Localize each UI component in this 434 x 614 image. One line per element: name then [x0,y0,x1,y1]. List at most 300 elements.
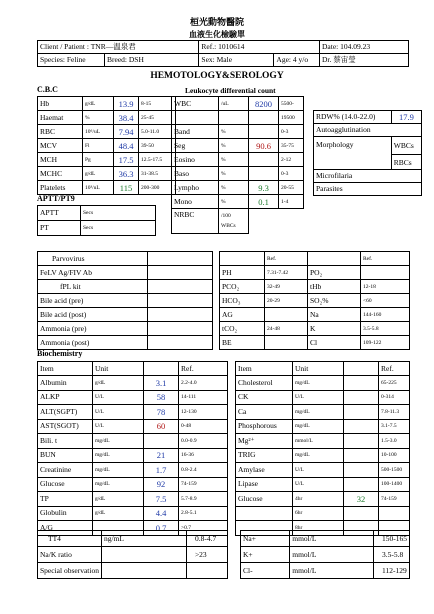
cbc-range: 31-38.5 [139,167,176,181]
cbc-label: C.B.C [37,85,58,94]
hormone-table [37,530,228,579]
gas-name: tHb [308,280,361,294]
gas-ref: 7.31-7.42 [265,266,308,280]
autoagglutination: Autoagglutination [314,124,422,137]
biochem-name: Amylase [236,463,293,478]
biochem-ref [379,506,410,521]
diff-unit: % [219,125,249,139]
biochem-value [344,448,379,463]
table-row [220,294,410,308]
cbc-unit: Fl [83,139,114,153]
gas-ref: 24-48 [265,322,308,336]
biochem-name: Cholesterol [236,376,293,391]
cbc-name: Haemat [38,111,83,125]
table-row [236,448,410,463]
table-row [172,125,304,139]
table-row [220,322,410,336]
gas-name: tCO₂ [220,322,265,336]
gas-ref [265,308,308,322]
biochem-unit: mmol/L [293,434,344,449]
biochem-unit: mg/dL [293,419,344,434]
table-row [220,308,410,322]
bottom-ref: >23 [186,547,227,563]
biochem-unit: 8hr [293,521,344,536]
bottom-ref: 150-165 [374,531,410,547]
gas-ref [265,336,308,350]
hospital-name: 桓光動物醫院 [189,17,244,27]
table-row [172,111,304,125]
bottom-unit [101,563,186,579]
report-title: 血液生化檢驗單 [189,30,245,39]
diff-value [249,153,279,167]
biochem-name: A/G [38,521,93,536]
serology-result [148,308,213,322]
gas-ref [361,266,410,280]
diff-range: 1-4 [279,195,304,209]
biochem-value: 58 [144,390,179,405]
nrbc-unit-1: /100 [221,213,231,219]
table-row [38,139,176,153]
table-row [38,322,213,336]
breed: Breed: DSH [105,54,199,67]
gas-ref: 144-160 [361,308,410,322]
serology-item: FeLV Ag/FIV Ab [38,266,148,280]
cbc-range: 200-300 [139,181,176,195]
wbc-range2: 19500 [279,111,304,125]
aptt-unit: Secs [81,206,156,221]
diff-name: Baso [172,167,219,181]
table-row [38,111,176,125]
bottom-unit: mmol/L [290,531,374,547]
doctor: Dr. 蔡宙瑩 [320,54,409,67]
wbc-value: 8200 [249,97,279,111]
microfilaria: Microfilaria [314,170,422,183]
gas-ref: 20-29 [265,294,308,308]
morphology-label: Morphology [314,137,392,170]
table-row [38,463,228,478]
wbc-blank [219,111,249,125]
table-row [236,376,410,391]
bottom-name: Na+ [241,531,290,547]
gas-name: SO₂% [308,294,361,308]
table-row [38,405,228,420]
diff-unit: % [219,195,249,209]
biochem-value [344,477,379,492]
diff-unit: % [219,139,249,153]
biochem-value [344,390,379,405]
table-row [172,195,304,209]
leukocyte-table [171,96,304,234]
biochem-ref: 65-225 [379,376,410,391]
table-row [241,563,410,579]
biochem-unit: mg/dL [93,448,144,463]
biochem-value: 0.7 [144,521,179,536]
table-row [38,362,228,376]
biochem-ref: 14-111 [179,390,228,405]
diff-value: 90.6 [249,139,279,153]
biochem-value: 7.5 [144,492,179,507]
biochem-ref: 0.0-0.9 [179,434,228,449]
biochem-name: Ca [236,405,293,420]
gas-ref: 109-122 [361,336,410,350]
biochem-name: Glucose [236,492,293,507]
pt-unit: Secs [81,221,156,236]
cbc-range: 5.0-11.0 [139,125,176,139]
biochem-ref: 0.8-2.4 [179,463,228,478]
biochem-value: 92 [144,477,179,492]
biochem-ref: 7.8-11.3 [379,405,410,420]
serology-table [37,251,213,350]
biochem-value [344,463,379,478]
biochem-header: Unit [93,362,144,376]
cbc-range: 12.5-17.5 [139,153,176,167]
biochem-unit: mg/dL [293,448,344,463]
serology-item: Parvovirus [38,252,148,266]
table-row [38,167,176,181]
biochem-name: AST(SGOT) [38,419,93,434]
gas-name: BE [220,336,265,350]
cbc-value: 7.94 [114,125,139,139]
nrbc-name: NRBC [172,209,219,234]
biochem-unit: U/L [93,419,144,434]
wbc-blank [172,111,219,125]
table-row [220,252,410,266]
biochem-value: 3.1 [144,376,179,391]
biochem-value: 1.7 [144,463,179,478]
wbc-blank [249,111,279,125]
biochem-name: Phosphorous [236,419,293,434]
biochem-unit: g/dL [93,492,144,507]
biochem-ref: 500-1500 [379,463,410,478]
table-row [172,209,304,234]
table-row [38,153,176,167]
patient-info-table [37,40,409,67]
serology-item: Ammonia (post) [38,336,148,350]
table-row [38,308,213,322]
bottom-ref: 112-129 [374,563,410,579]
diff-name: Eosino [172,153,219,167]
biochem-value: 21 [144,448,179,463]
diff-name: Mono [172,195,219,209]
biochem-unit: U/L [293,463,344,478]
table-row [172,97,304,111]
cbc-name: RBC [38,125,83,139]
biochem-unit: U/L [93,405,144,420]
biochem-ref: 5.7-8.9 [179,492,228,507]
serology-result [148,266,213,280]
biochem-header: Ref. [179,362,228,376]
diff-value [249,125,279,139]
gas-header [308,252,361,266]
table-row [38,376,228,391]
gas-header [220,252,265,266]
biochem-name: TP [38,492,93,507]
diff-name: Band [172,125,219,139]
biochem-value: 78 [144,405,179,420]
cbc-unit: Pg [83,153,114,167]
biochem-unit: g/dL [93,376,144,391]
serology-item: Bile acid (pre) [38,294,148,308]
biochem-ref: 16-36 [179,448,228,463]
cbc-value: 48.4 [114,139,139,153]
table-row [172,139,304,153]
biochem-ref: 74-159 [179,477,228,492]
table-row [38,97,176,111]
diff-value: 9.3 [249,181,279,195]
table-row [38,266,213,280]
serology-item: fPL kit [38,280,148,294]
cbc-unit: 10⁶/uL [83,125,114,139]
parasites: Parasites [314,183,422,196]
biochem-ref: 0-314 [379,390,410,405]
table-row [38,419,228,434]
biochem-name: Bili. t [38,434,93,449]
species: Species: Feline [38,54,105,67]
cbc-name: Hb [38,97,83,111]
biochem-name: TRIG [236,448,293,463]
biochem-unit: U/L [93,390,144,405]
biochem-header [344,362,379,376]
gas-name: PCO₂ [220,280,265,294]
cbc-unit: g/dL [83,97,114,111]
biochemistry-label: Biochemistry [37,349,83,358]
serology-result [148,322,213,336]
biochem-name: Globulin [38,506,93,521]
table-row [172,153,304,167]
biochem-left-table [37,361,228,536]
biochem-ref: 100-1400 [379,477,410,492]
biochem-unit: mg/dL [93,463,144,478]
biochem-ref: 1.5-3.0 [379,434,410,449]
serology-result [148,336,213,350]
table-row [38,181,176,195]
biochem-header: Unit [293,362,344,376]
serology-result [148,252,213,266]
table-row [38,390,228,405]
cbc-name: MCHC [38,167,83,181]
table-row [236,492,410,507]
bottom-unit [101,547,186,563]
biochem-value [344,376,379,391]
section-title: HEMOTOLOGY&SEROLOGY [150,71,284,81]
biochem-name: Mg²⁺ [236,434,293,449]
table-row [38,448,228,463]
gas-name: K [308,322,361,336]
biochem-ref: 2.2-4.0 [179,376,228,391]
bottom-ref: 0.8-4.7 [186,531,227,547]
biochem-ref: 12-130 [179,405,228,420]
biochem-name: Lipase [236,477,293,492]
gas-name: AG [220,308,265,322]
biochem-header: Item [38,362,93,376]
serology-result [148,294,213,308]
biochem-ref: 74-159 [379,492,410,507]
diff-range: 0-3 [279,167,304,181]
biochem-value [344,506,379,521]
biochem-header: Item [236,362,293,376]
gas-name: Cl [308,336,361,350]
table-row [236,419,410,434]
table-row [220,336,410,350]
electrolyte-table [240,530,410,579]
cbc-name: MCH [38,153,83,167]
table-row [38,563,228,579]
biochem-name: BUN [38,448,93,463]
biochem-unit: mg/dL [293,405,344,420]
gas-name: PO₂ [308,266,361,280]
bottom-name: Cl- [241,563,290,579]
cbc-value: 115 [114,181,139,195]
morphology-table [313,110,422,196]
wbc-name: WBC [172,97,219,111]
cbc-name: Platelets [38,181,83,195]
table-row [236,434,410,449]
bottom-name: K+ [241,547,290,563]
bottom-unit: mmol/L [290,563,374,579]
ref-number: Ref.: 1010614 [199,41,320,54]
table-row [241,531,410,547]
age: Age: 4 y/o [274,54,320,67]
gas-ref: 3.5-5.8 [361,322,410,336]
blood-gas-table [219,251,410,350]
diff-value: 0.1 [249,195,279,209]
wbc-range: 5500- [279,97,304,111]
diff-range: 35-75 [279,139,304,153]
aptt-table [37,205,156,236]
biochem-name: Glucose [38,477,93,492]
biochem-ref: 2.8-5.1 [179,506,228,521]
table-row [38,294,213,308]
gas-ref: <60 [361,294,410,308]
wbcs-label: WBCs [391,137,421,155]
cbc-name: MCV [38,139,83,153]
biochem-header: Ref. [379,362,410,376]
biochem-name: Creatinine [38,463,93,478]
rdw-label: RDW% (14.0-22.0) [314,111,392,124]
nrbc-unit [219,209,249,234]
rdw-value: 17.9 [391,111,421,124]
diff-unit: % [219,153,249,167]
biochem-value: 60 [144,419,179,434]
table-row [236,362,410,376]
rbcs-label: RBCs [391,155,421,170]
cbc-value: 38.4 [114,111,139,125]
biochem-name: CK [236,390,293,405]
cbc-range: 8-15 [139,97,176,111]
biochem-unit: U/L [293,477,344,492]
biochem-value: 32 [344,492,379,507]
report-date: Date: 104.09.23 [320,41,409,54]
bottom-unit: ng/mL [101,531,186,547]
serology-result [148,280,213,294]
biochem-name: ALKP [38,390,93,405]
sex: Sex: Male [199,54,274,67]
table-row [38,477,228,492]
cbc-unit: % [83,111,114,125]
leukocyte-label: Leukocyte differential count [185,86,276,95]
bottom-name: Na/K ratio [38,547,102,563]
biochem-header [144,362,179,376]
cbc-range: 25-45 [139,111,176,125]
table-row [241,547,410,563]
table-row [38,280,213,294]
serology-item: Bile acid (post) [38,308,148,322]
biochem-value: 4.4 [144,506,179,521]
biochem-name: Albumin [38,376,93,391]
bottom-name: TT4 [38,531,102,547]
aptt-name: APTT [38,206,81,221]
nrbc-unit-2: WBCs [221,223,236,229]
table-row [220,266,410,280]
diff-range: 2-12 [279,153,304,167]
cbc-value: 17.5 [114,153,139,167]
biochem-right-table [235,361,410,536]
serology-item: Ammonia (pre) [38,322,148,336]
cbc-table [37,96,176,195]
biochem-unit: U/L [293,390,344,405]
biochem-unit: mg/dL [293,376,344,391]
biochem-value [344,434,379,449]
biochem-ref: 0-48 [179,419,228,434]
diff-range: 0-3 [279,125,304,139]
biochem-ref: >0.7 [179,521,228,536]
pt-name: PT [38,221,81,236]
biochem-value [344,419,379,434]
table-row [38,336,213,350]
table-row [220,280,410,294]
table-row [38,125,176,139]
cbc-unit: g/dL [83,167,114,181]
cbc-range: 39-50 [139,139,176,153]
biochem-unit: 6hr [293,506,344,521]
biochem-value [144,434,179,449]
table-row [38,531,228,547]
gas-name: HCO₃ [220,294,265,308]
table-row [236,463,410,478]
cbc-value: 13.9 [114,97,139,111]
diff-unit: % [219,167,249,181]
gas-ref: 32-49 [265,280,308,294]
table-row [236,477,410,492]
aptt-label: APTT/PT9 [37,194,75,203]
gas-name: PH [220,266,265,280]
diff-name: Seg [172,139,219,153]
gas-ref: 12-18 [361,280,410,294]
cbc-value: 36.3 [114,167,139,181]
biochem-unit: mg/dL [93,477,144,492]
table-row [236,506,410,521]
table-row [172,181,304,195]
gas-ref-header: Ref. [265,252,308,266]
biochem-value [344,405,379,420]
table-row [172,167,304,181]
gas-name: Na [308,308,361,322]
table-row [236,390,410,405]
table-row [236,405,410,420]
bottom-ref: 3.5-5.8 [374,547,410,563]
wbc-unit: /uL [219,97,249,111]
biochem-name [236,506,293,521]
table-row [38,492,228,507]
diff-name: Lympho [172,181,219,195]
biochem-unit: g/dL [93,506,144,521]
bottom-name: Special observation [38,563,102,579]
diff-unit: % [219,181,249,195]
table-row [38,252,213,266]
biochem-name: ALT(SGPT) [38,405,93,420]
bottom-ref [186,563,227,579]
biochem-ref: 3.1-7.5 [379,419,410,434]
